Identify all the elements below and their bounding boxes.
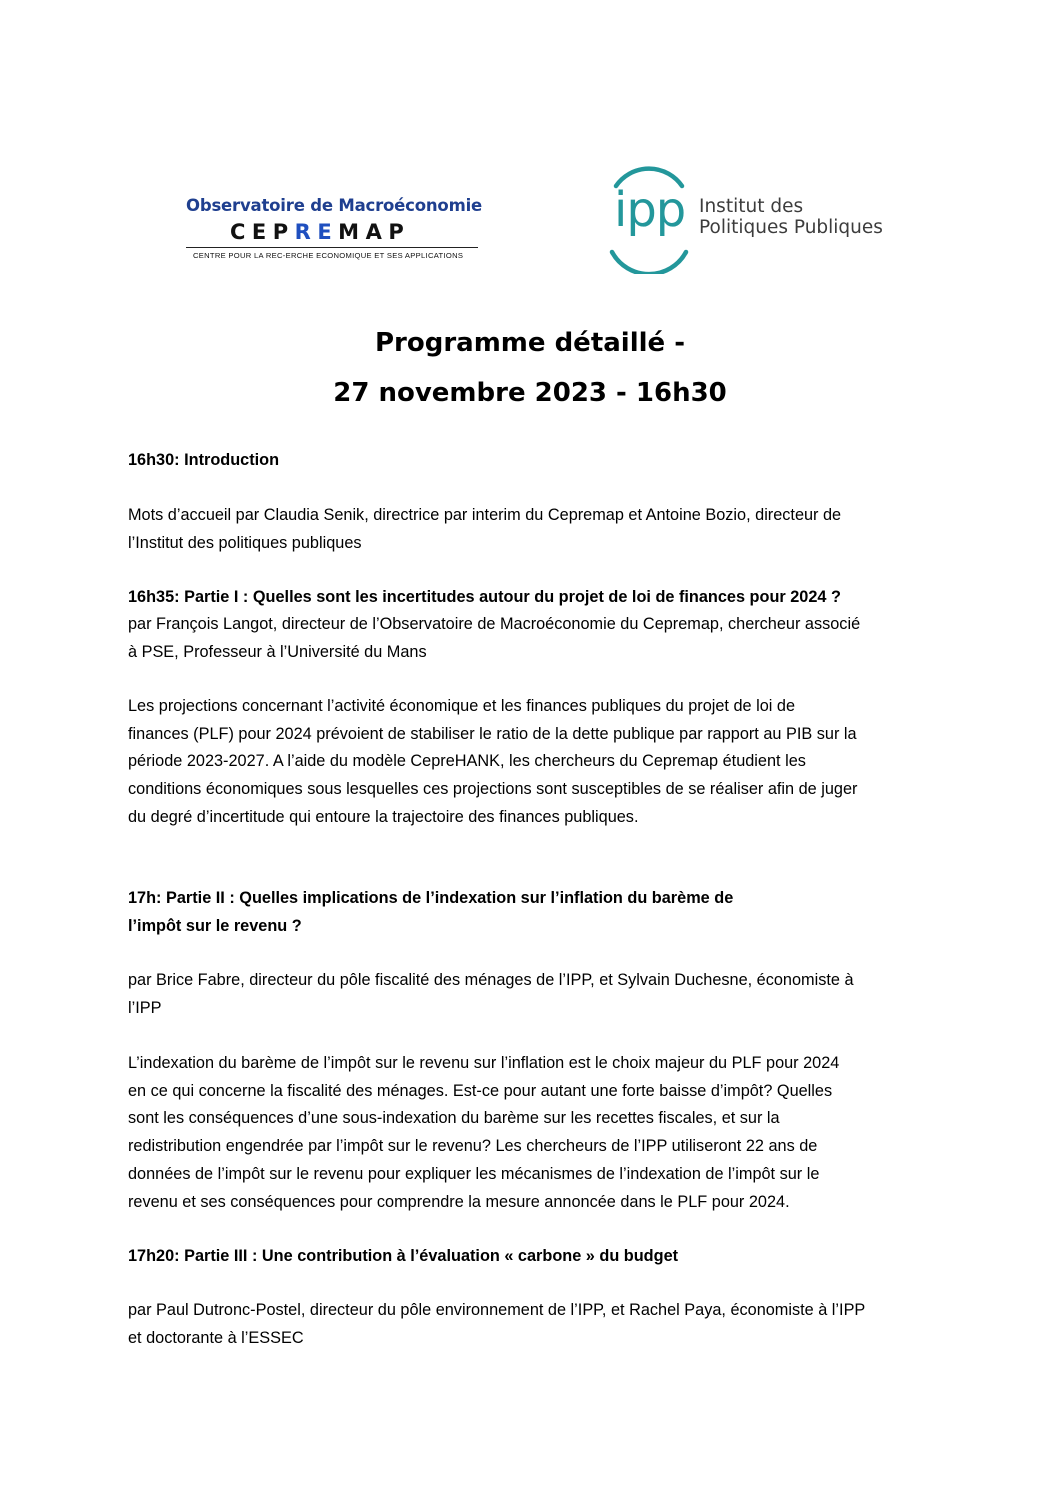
part1-description: [128, 693, 938, 832]
part2-description: [128, 1050, 938, 1216]
text-line: conditions économiques sous lesquelles ces projections sont susceptibles de se réaliser afin de juger: [128, 780, 858, 799]
page-title-line2: 27 novembre 2023 - 16h30: [333, 378, 727, 408]
part1-heading: 16h35: Partie I : Quelles sont les incertitudes autour du projet de loi de finances pour 2024 ?: [128, 588, 841, 606]
ipp-name-line2: Politiques Publiques: [699, 217, 883, 238]
part2-speaker: [128, 967, 938, 1022]
ipp-logo: [604, 166, 904, 274]
cepremap-tagline: CENTRE POUR LA REC-ERCHE ECONOMIQUE ET SES APPLICATIONS: [193, 251, 464, 260]
text-line: données de l’impôt sur le revenu pour expliquer les mécanismes de l’indexation de l’impôt sur le: [128, 1164, 820, 1183]
heading-line: 17h: Partie II : Quelles implications de l’indexation sur l’inflation du barème de: [128, 889, 734, 907]
cepremap-divider: [186, 247, 478, 248]
heading-line: l’impôt sur le revenu ?: [128, 916, 302, 935]
text-line: par Paul Dutronc-Postel, directeur du pôle environnement de l’IPP, et Rachel Paya, économiste à l’IPP: [128, 1301, 866, 1319]
page-title-line1: Programme détaillé -: [374, 328, 686, 358]
part3-heading: 17h20: Partie III : Une contribution à l’évaluation « carbone » du budget: [128, 1247, 679, 1265]
cepremap-wordmark-part: MAP: [338, 220, 411, 244]
cepremap-wordmark-part: CEP: [230, 220, 295, 244]
ipp-name-line1: Institut des: [699, 196, 804, 217]
text-line: période 2023-2027. A l’aide du modèle CepreHANK, les chercheurs du Cepremap étudient les: [128, 752, 806, 771]
text-line: L’indexation du barème de l’impôt sur le revenu sur l’inflation est le choix majeur du PLF pour 2024: [128, 1054, 840, 1072]
text-line: sont les conséquences d’une sous-indexation du barème sur les recettes fiscales, et sur la: [128, 1109, 780, 1128]
ipp-acronym: ipp: [614, 182, 686, 238]
text-line: à PSE, Professeur à l’Université du Mans: [128, 642, 427, 661]
cepremap-wordmark: [186, 220, 486, 244]
text-line: Les projections concernant l’activité économique et les finances publiques du projet de loi de: [128, 697, 796, 715]
text-line: par Brice Fabre, directeur du pôle fiscalité des ménages de l’IPP, et Sylvain Duchesne, économiste à: [128, 971, 854, 989]
text-line: du degré d’incertitude qui entoure la trajectoire des finances publiques.: [128, 807, 639, 826]
ipp-full-name: [699, 196, 883, 238]
text-line: finances (PLF) pour 2024 prévoient de stabiliser le ratio de la dette publique par rapport au PIB sur la: [128, 724, 857, 743]
text-line: par François Langot, directeur de l’Observatoire de Macroéconomie du Cepremap, chercheur associé: [128, 615, 861, 633]
cepremap-wordmark-accent: RE: [294, 220, 339, 244]
text-line: et doctorante à l’ESSEC: [128, 1328, 304, 1347]
text-line: l’IPP: [128, 998, 162, 1017]
part1-speaker: [128, 611, 938, 666]
text-line: Mots d’accueil par Claudia Senik, directrice par interim du Cepremap et Antoine Bozio, directeur de: [128, 506, 842, 524]
intro-text: [128, 502, 938, 557]
cepremap-observatoire-label: Observatoire de Macroéconomie: [186, 196, 483, 215]
text-line: redistribution engendrée par l’impôt sur le revenu? Les chercheurs de l’IPP utiliseront 22 ans de: [128, 1137, 818, 1156]
text-line: l’Institut des politiques publiques: [128, 533, 362, 552]
text-line: en ce qui concerne la fiscalité des ménages. Est-ce pour autant une forte baisse d’impôt? Quelles: [128, 1081, 833, 1100]
intro-heading: 16h30: Introduction: [128, 451, 280, 469]
text-line: revenu et ses conséquences pour comprendre la mesure annoncée dans le PLF pour 2024.: [128, 1192, 790, 1211]
cepremap-logo: [186, 196, 486, 260]
part2-heading: [128, 885, 938, 940]
part3-speaker: [128, 1297, 938, 1352]
